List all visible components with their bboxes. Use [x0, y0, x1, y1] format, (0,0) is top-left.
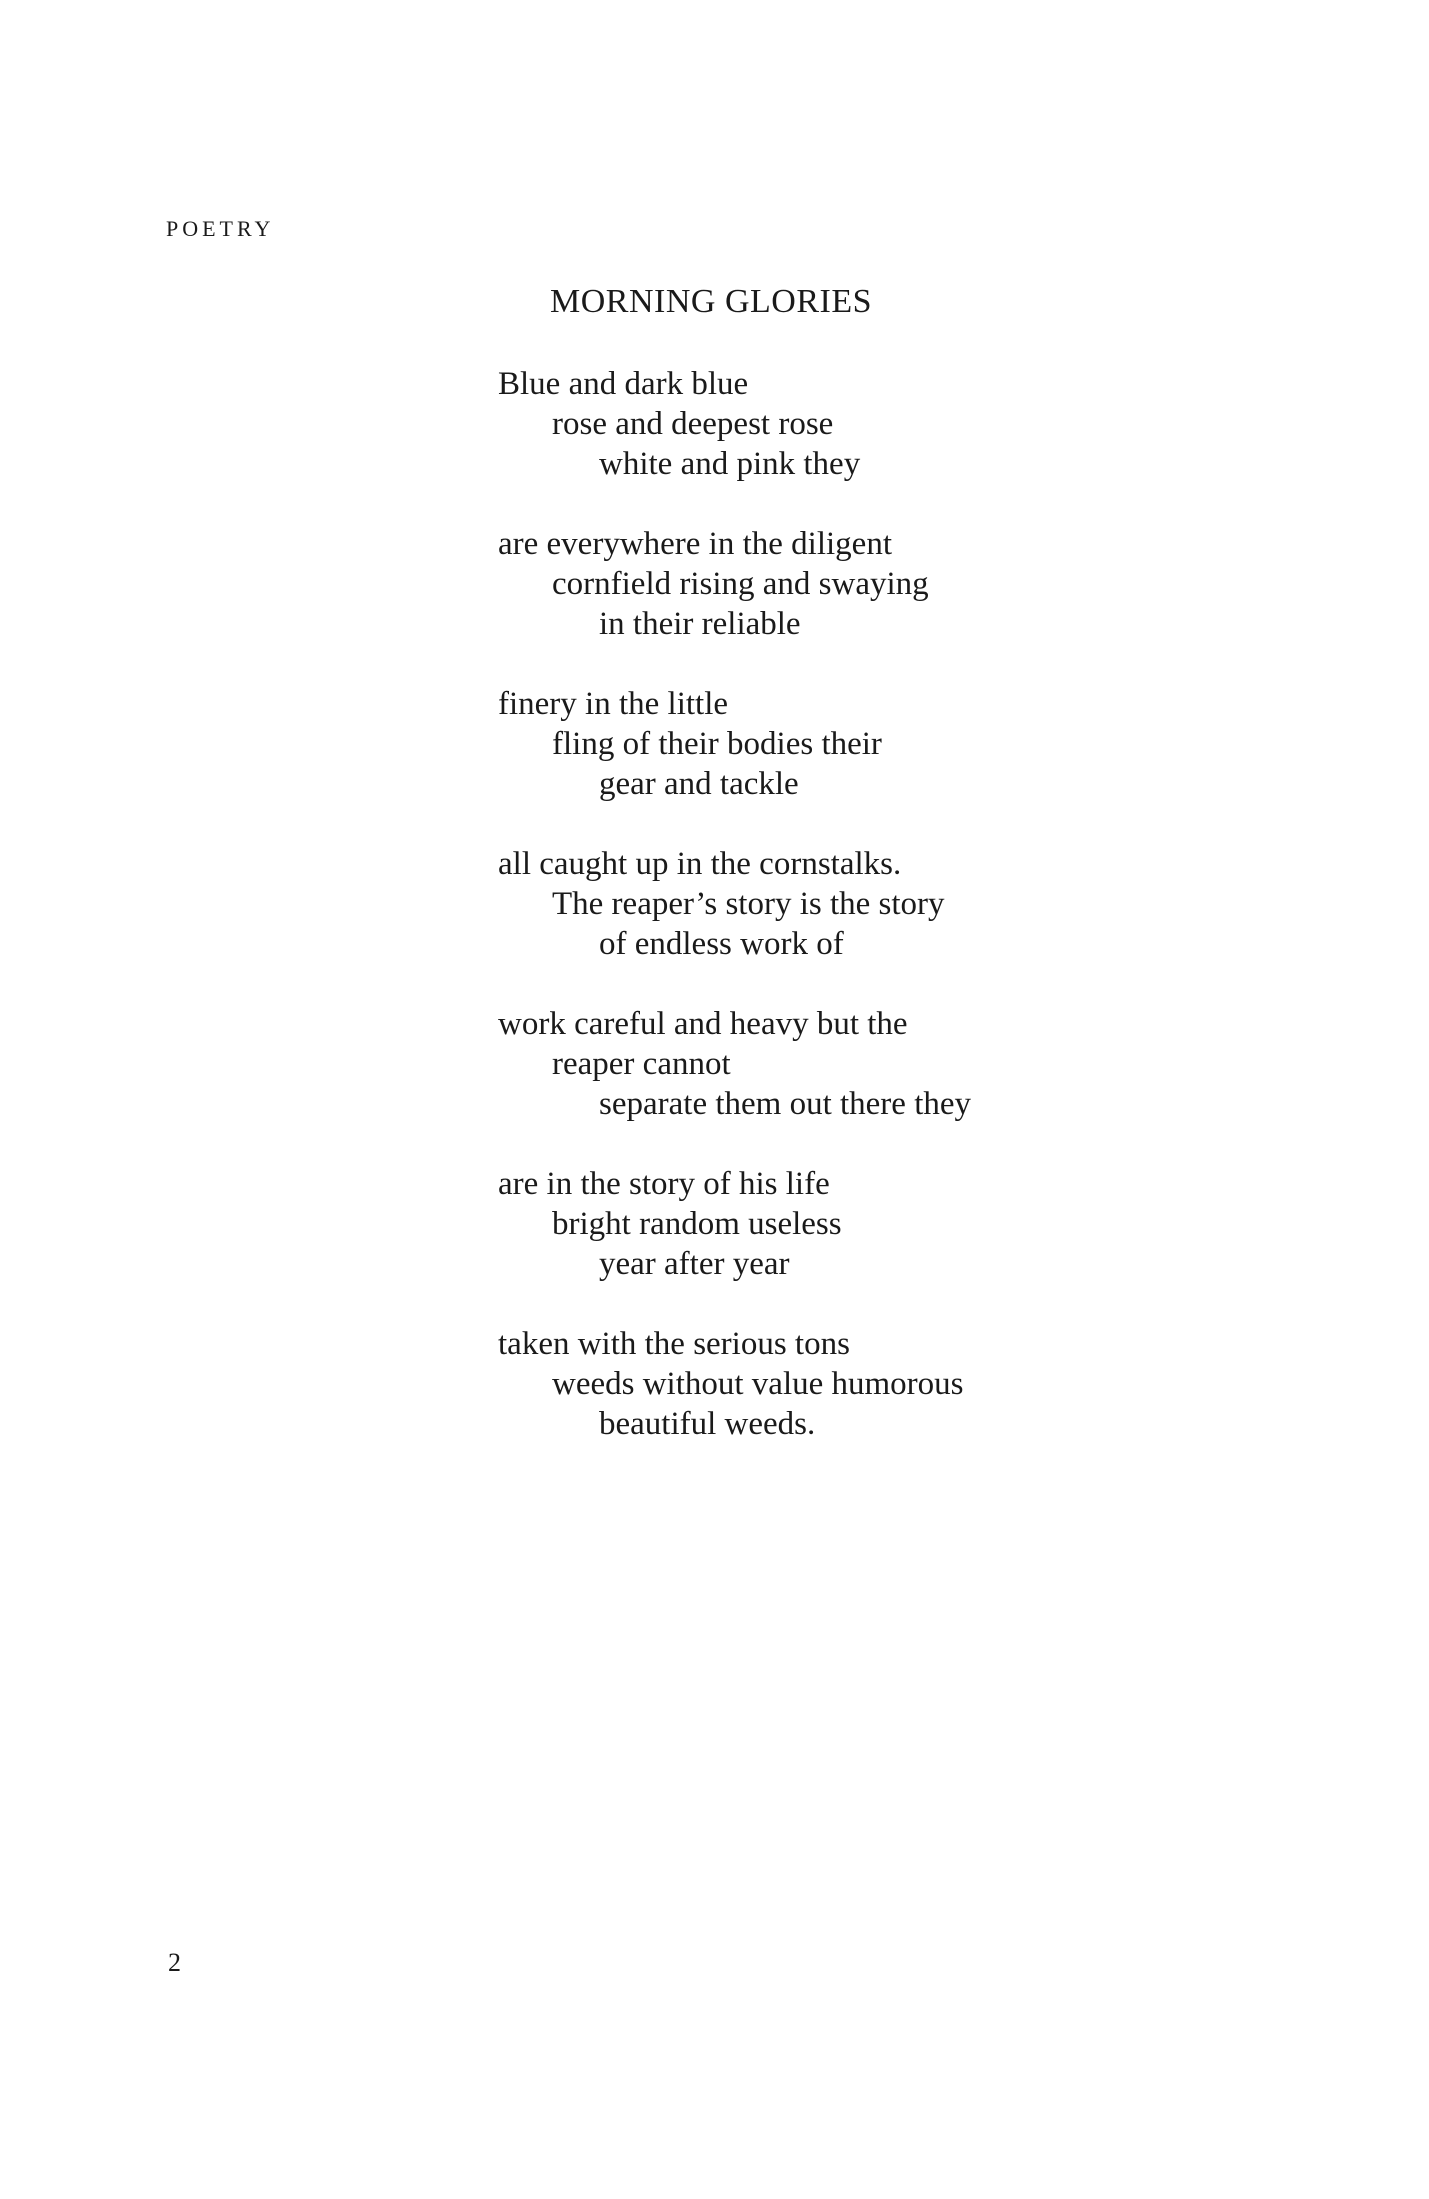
poem-line: taken with the serious tons: [498, 1326, 850, 1362]
poem-title: MORNING GLORIES: [550, 283, 872, 320]
poem-line: are in the story of his life: [498, 1166, 830, 1202]
poem-line: rose and deepest rose: [552, 406, 834, 442]
stanza-3: [498, 684, 971, 804]
poem-line: bright random useless: [552, 1206, 842, 1242]
poem-line: beautiful weeds.: [599, 1406, 816, 1442]
poem-line: separate them out there they: [599, 1086, 972, 1122]
stanza-5: [498, 1004, 971, 1124]
running-head: POETRY: [166, 216, 275, 241]
stanza-4: [498, 844, 971, 964]
stanza-1: [498, 364, 971, 484]
stanza-6: [498, 1164, 971, 1284]
poem-line: of endless work of: [599, 926, 844, 962]
poem-line: cornfield rising and swaying: [552, 566, 929, 602]
page-number: 2: [168, 1948, 181, 1977]
poem-line: white and pink they: [599, 446, 861, 482]
poem-line: are everywhere in the diligent: [498, 526, 892, 562]
poem-body: [498, 364, 971, 1484]
poem-line: work careful and heavy but the: [498, 1006, 908, 1042]
poem-line: in their reliable: [599, 606, 801, 642]
stanza-7: [498, 1324, 971, 1444]
stanza-2: [498, 524, 971, 644]
poem-line: Blue and dark blue: [498, 366, 749, 402]
poem-line: reaper cannot: [552, 1046, 731, 1082]
poem-line: weeds without value humorous: [552, 1366, 964, 1402]
poem-line: The reaper’s story is the story: [552, 886, 945, 922]
poem-line: all caught up in the cornstalks.: [498, 846, 902, 882]
poem-line: gear and tackle: [599, 766, 799, 802]
poem-line: fling of their bodies their: [552, 726, 882, 762]
poem-line: year after year: [599, 1246, 790, 1282]
poem-line: finery in the little: [498, 686, 729, 722]
